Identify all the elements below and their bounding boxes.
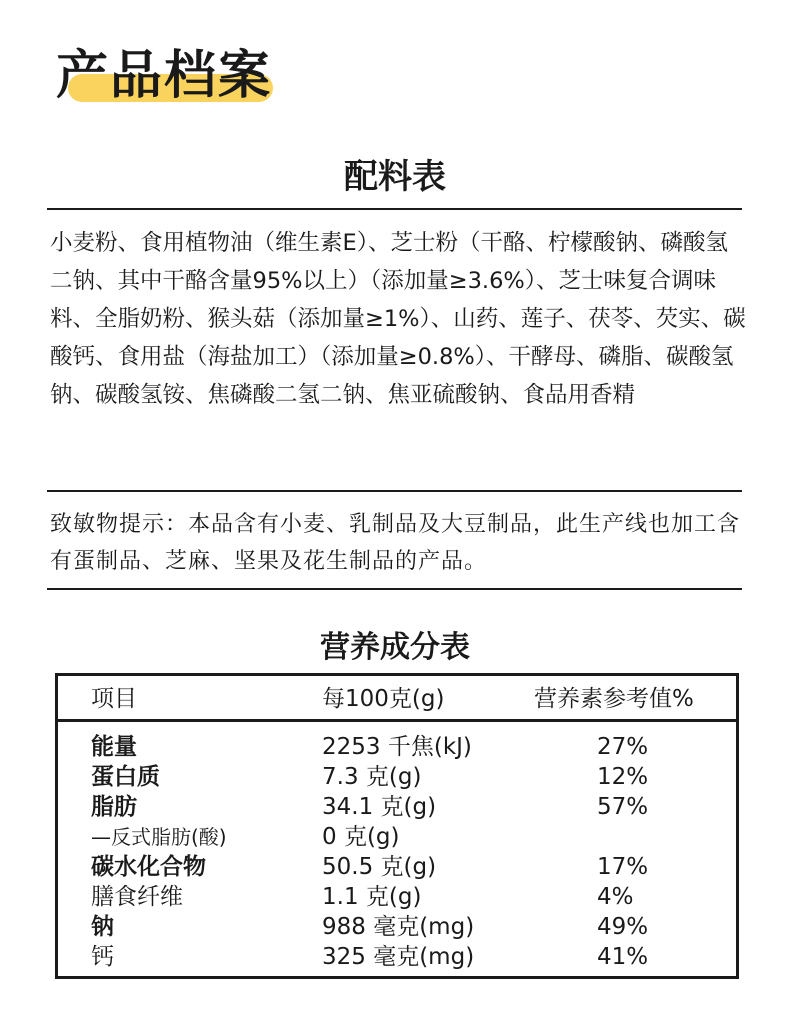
ingredients-title: 配料表 xyxy=(344,157,446,197)
table-row xyxy=(58,942,736,972)
row-item: 能量 xyxy=(91,734,137,760)
row-per100: 50.5 克(g) xyxy=(322,854,437,880)
table-row xyxy=(58,732,736,762)
row-nrv: 12% xyxy=(597,764,649,790)
row-item: —反式脂肪(酸) xyxy=(91,825,227,849)
row-item: 蛋白质 xyxy=(91,764,160,790)
page-title: 产品档案 xyxy=(56,46,273,106)
allergen-text: 致敏物提示：本品含有小麦、乳制品及大豆制品，此生产线也加工含有蛋制品、芝麻、坚果及花生制品的产品。 xyxy=(50,512,741,574)
table-header xyxy=(58,676,736,722)
row-item: 膳食纤维 xyxy=(91,884,183,910)
row-nrv: 17% xyxy=(597,854,649,880)
row-per100: 2253 千焦(kJ) xyxy=(322,734,472,760)
divider xyxy=(47,208,742,210)
header-nrv: 营养素参考值% xyxy=(534,686,694,712)
header-item: 项目 xyxy=(91,686,137,712)
row-per100: 34.1 克(g) xyxy=(322,794,437,820)
divider xyxy=(47,490,742,492)
ingredients-text: 小麦粉、食用植物油（维生素E）、芝士粉（干酪、柠檬酸钠、磷酸氢二钠、其中干酪含量95%以上）（添加量≥3.6%）、芝士味复合调味料、全脂奶粉、猴头菇（添加量≥1%）、山药、莲子、茯苓、芡实、碳酸钙、食用盐（海盐加工）（添加量≥0.8%）、干酵母、磷脂、碳酸氢钠、碳酸氢铵、焦磷酸二氢二钠、焦亚硫酸钠、食品用香精 xyxy=(50,230,746,408)
header-per100: 每100克(g) xyxy=(322,686,445,712)
nutrition-title: 营养成分表 xyxy=(320,630,470,665)
row-item: 脂肪 xyxy=(91,794,137,820)
row-item: 钙 xyxy=(91,944,114,970)
row-nrv: 49% xyxy=(597,914,649,940)
table-row xyxy=(58,882,736,912)
row-per100: 7.3 克(g) xyxy=(322,764,422,790)
row-item: 碳水化合物 xyxy=(91,854,206,880)
row-per100: 0 克(g) xyxy=(322,824,400,850)
row-per100: 1.1 克(g) xyxy=(322,884,422,910)
table-row xyxy=(58,792,736,822)
table-body xyxy=(58,732,736,972)
row-nrv: 41% xyxy=(597,944,649,970)
divider xyxy=(47,588,742,590)
row-nrv: 4% xyxy=(597,884,634,910)
row-item: 钠 xyxy=(91,914,114,940)
product-profile-header xyxy=(56,40,316,120)
row-nrv: 27% xyxy=(597,734,649,760)
table-row xyxy=(58,852,736,882)
table-row xyxy=(58,912,736,942)
nutrition-table xyxy=(55,673,739,979)
row-per100: 325 毫克(mg) xyxy=(322,944,475,970)
row-nrv: 57% xyxy=(597,794,649,820)
table-row xyxy=(58,822,736,852)
table-row xyxy=(58,762,736,792)
row-per100: 988 毫克(mg) xyxy=(322,914,475,940)
